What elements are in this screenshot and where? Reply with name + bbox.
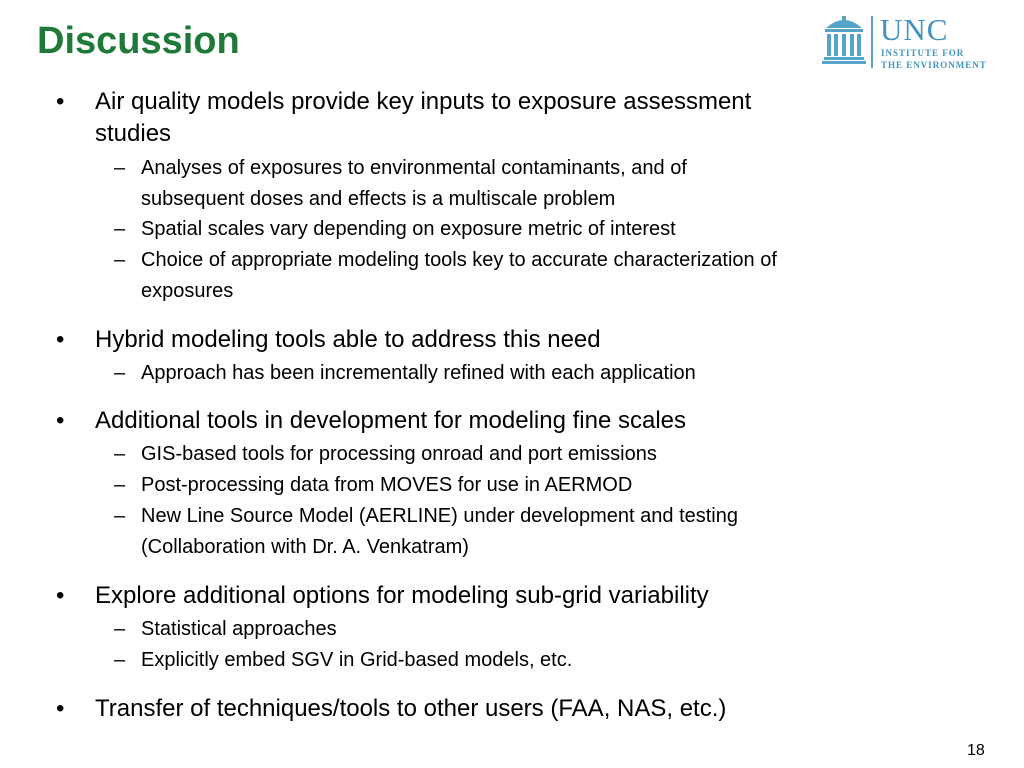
sub-bullet-text: Approach has been incrementally refined with each application — [141, 362, 696, 384]
logo-line-1: INSTITUTE FOR — [881, 48, 965, 58]
dash-glyph: – — [114, 618, 126, 640]
page-number: 18 — [967, 742, 985, 759]
dash-glyph: – — [114, 474, 126, 496]
bullet-text: Hybrid modeling tools able to address this need — [95, 326, 601, 353]
sub-bullet-text: Analyses of exposures to environmental contaminants, and of — [141, 157, 687, 179]
dash-glyph: – — [114, 218, 126, 240]
sub-bullet-text: (Collaboration with Dr. A. Venkatram) — [141, 536, 469, 558]
sub-bullet-text: Statistical approaches — [141, 618, 337, 640]
bullet-text: Additional tools in development for modeling fine scales — [95, 407, 687, 434]
dash-glyph: – — [114, 649, 126, 671]
bullet-text: Transfer of techniques/tools to other users (FAA, NAS, etc.) — [95, 695, 727, 722]
bullet-glyph: • — [56, 407, 65, 434]
dash-glyph: – — [114, 362, 126, 384]
sub-bullet-text: subsequent doses and effects is a multiscale problem — [141, 188, 616, 210]
bullet-text: Explore additional options for modeling sub-grid variability — [95, 582, 709, 609]
bullet-glyph: • — [56, 88, 65, 115]
bullet-glyph: • — [56, 582, 65, 609]
bullet-glyph: • — [56, 326, 65, 353]
sub-bullet-text: exposures — [141, 280, 234, 302]
dash-glyph: – — [114, 157, 126, 179]
dash-glyph: – — [114, 443, 126, 465]
slide-title: Discussion — [37, 20, 240, 62]
bullet-text: studies — [95, 120, 172, 147]
logo-unc-text: UNC — [880, 12, 949, 47]
sub-bullet-text: Post-processing data from MOVES for use in AERMOD — [141, 474, 633, 496]
dash-glyph: – — [114, 249, 126, 271]
bullet-glyph: • — [56, 695, 65, 722]
logo-line-2: THE ENVIRONMENT — [881, 60, 987, 70]
sub-bullet-text: Spatial scales vary depending on exposure metric of interest — [141, 218, 676, 240]
dash-glyph: – — [114, 505, 126, 527]
sub-bullet-text: GIS-based tools for processing onroad and port emissions — [141, 443, 657, 465]
sub-bullet-text: Choice of appropriate modeling tools key to accurate characterization of — [141, 249, 777, 271]
bullet-text: Air quality models provide key inputs to exposure assessment — [95, 88, 752, 115]
sub-bullet-text: Explicitly embed SGV in Grid-based models, etc. — [141, 649, 573, 671]
sub-bullet-text: New Line Source Model (AERLINE) under development and testing — [141, 505, 738, 527]
